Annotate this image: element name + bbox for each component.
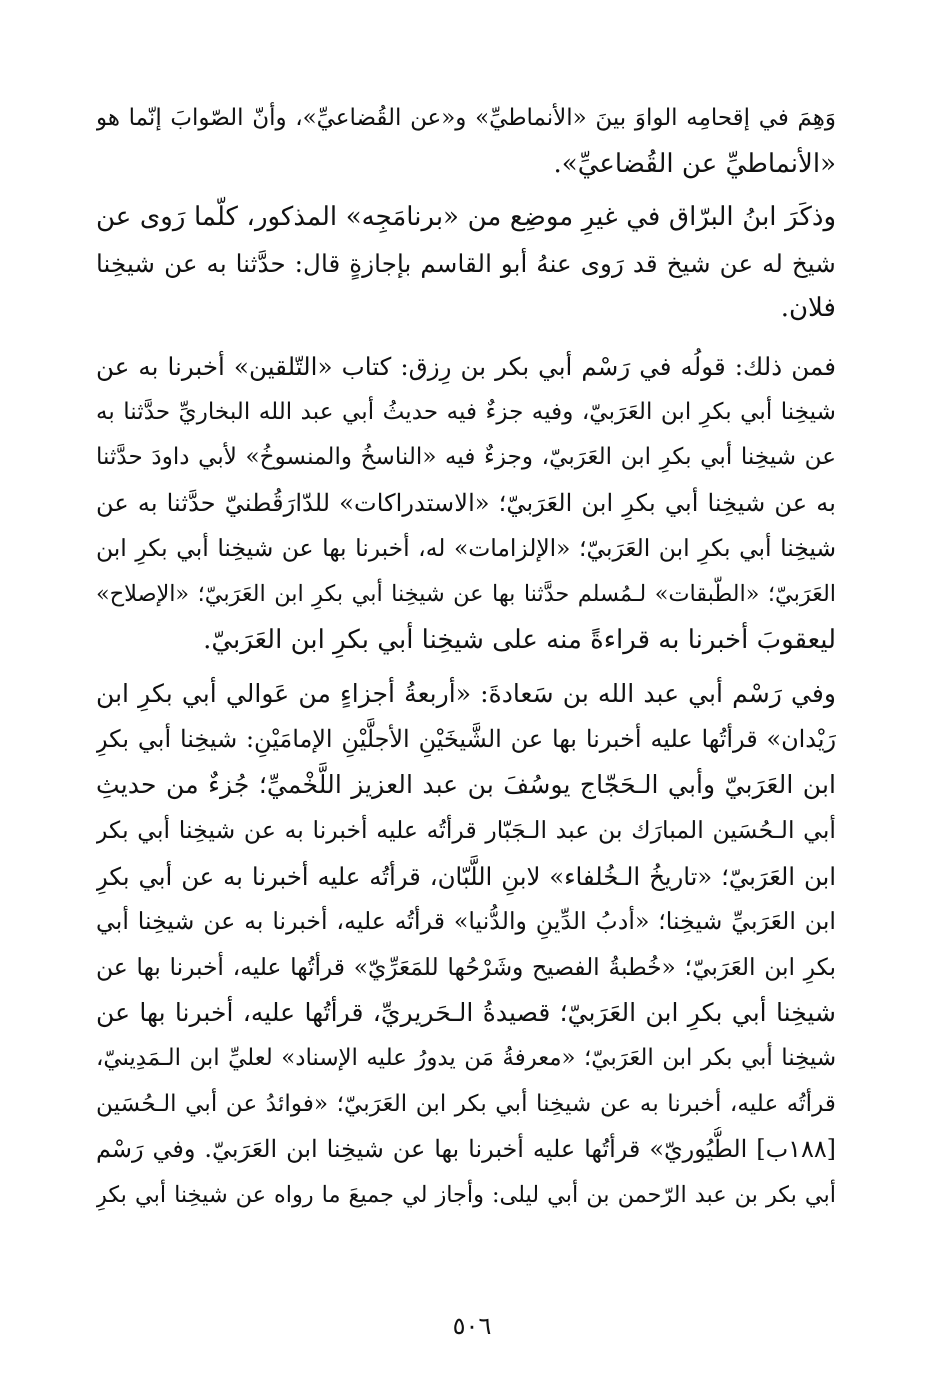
text-line: ابن العَرَبيّ؛ «تاريخُ الـخُلفاء» لابنِ اللَّبّان، قرأتُه عليه أخبرنا به عن أبي بكرِ [96, 861, 836, 891]
text-line: وَهِمَ في إقحامِه الواوَ بينَ «الأنماطيِّ» و«عن القُضاعيِّ»، وأنّ الصّوابَ إنّما هو [96, 105, 836, 131]
text-line: شيخ له عن شيخ قد رَوى عنهُ أبو القاسم بإجازةٍ قال: حدَّثنا به عن شيخِنا [96, 248, 836, 278]
text-line: ابن العَرَبيّ وأبي الـحَجّاج يوسُفَ بن عبد العزيز اللَّخْميِّ؛ جُزءٌ من حديثِ [96, 770, 836, 800]
paragraph-1 [96, 96, 836, 187]
text-line: «الأنماطيِّ عن القُضاعيِّ». [553, 148, 836, 179]
text-line: رَيْدان» قرأتُها عليه أخبرنا بها عن الشَّيخَيْنِ الأجلَّيْنِ الإمامَيْنِ: شيخِنا أبي بكرِ [96, 724, 836, 753]
text-line: شيخِنا أبي بكرِ ابن العَرَبيّ؛ «الإلزامات» له، أخبرنا بها عن شيخِنا أبي بكرِ ابن [96, 534, 836, 563]
text-line: شيخِنا أبي بكرِ ابن العَرَبيّ، وفيه جزءٌ فيه حديثُ أبي عبد الله البخاريِّ حدَّثنا به [96, 398, 836, 425]
text-line: العَرَبيّ؛ «الطّبقات» لـمُسلم حدَّثنا بها عن شيخِنا أبي بكرِ ابن العَرَبيّ؛ «الإصلاح» [96, 580, 836, 607]
page-number: ٥٠٦ [452, 1312, 492, 1340]
text-line: عن شيخِنا أبي بكرِ ابن العَرَبيّ، وجزءٌ فيه «الناسخُ والمنسوخُ» لأبي داودَ حدَّثنا [96, 444, 836, 471]
text-line: أبي بكر بن عبد الرّحمن بن أبي ليلى: وأجاز لي جميعَ ما رواه عن شيخِنا أبي بكرِ [96, 1181, 836, 1208]
text-line: فلان. [780, 293, 836, 324]
paragraph-3 [96, 344, 836, 663]
text-line: أبي الـحُسَين المبارَك بن عبد الـجَبّار قرأتُه عليه أخبرنا به عن شيخِنا أبي بكر [96, 815, 836, 844]
text-line: بكرِ ابن العَرَبيّ؛ «خُطبةُ الفصيح وشَرْحُها للمَعَرِّيّ» قرأتُها عليه، أخبرنا بها عن [96, 953, 836, 981]
text-line: به عن شيخِنا أبي بكرِ ابن العَرَبيّ؛ «الاستدراكات» للدّارَقُطنيّ حدَّثنا به عن [96, 488, 836, 517]
text-line: قرأتُه عليه، أخبرنا به عن شيخِنا أبي بكر ابن العَرَبيّ؛ «فوائدُ عن أبي الـحُسَين [96, 1090, 836, 1118]
text-line: وذكَرَ ابنُ البرّاق في غيرِ موضِع من «برنامَجِه» المذكور، كلّما رَوى عن [96, 202, 836, 233]
text-line: [١٨٨ب] الطُّيُوريّ» قرأتُها عليه أخبرنا بها عن شيخِنا ابن العَرَبيّ. وفي رَسْم [96, 1135, 836, 1164]
page-body [96, 96, 836, 1218]
paragraph-2 [96, 195, 836, 332]
text-line: وفي رَسْم أبي عبد الله بن سَعادةَ: «أربعةُ أجزاءٍ من عَوالي أبي بكرِ ابن [96, 679, 836, 709]
text-line: ابن العَرَبيِّ شيخِنا؛ «أدبُ الدِّينِ والدُّنيا» قرأتُه عليه، أخبرنا به عن شيخِنا أبي [96, 907, 836, 936]
text-line: فمن ذلك: قولُه في رَسْم أبي بكر بن رِزق: كتاب «التّلقين» أخبرنا به عن [96, 351, 836, 381]
text-line: شيخِنا أبي بكر ابن العَرَبيّ؛ «معرفةُ مَن يدورُ عليه الإسناد» لعليِّ ابن الـمَدِينيّ، [96, 1044, 836, 1071]
text-line: ليعقوبَ أخبرنا به قراءةً منه على شيخِنا أبي بكرِ ابن العَرَبيّ. [203, 624, 836, 655]
text-line: شيخِنا أبي بكرِ ابن العَرَبيّ؛ قصيدةُ الـحَريريِّ، قرأتُها عليه، أخبرنا بها عن [96, 998, 836, 1028]
paragraph-4 [96, 671, 836, 1218]
